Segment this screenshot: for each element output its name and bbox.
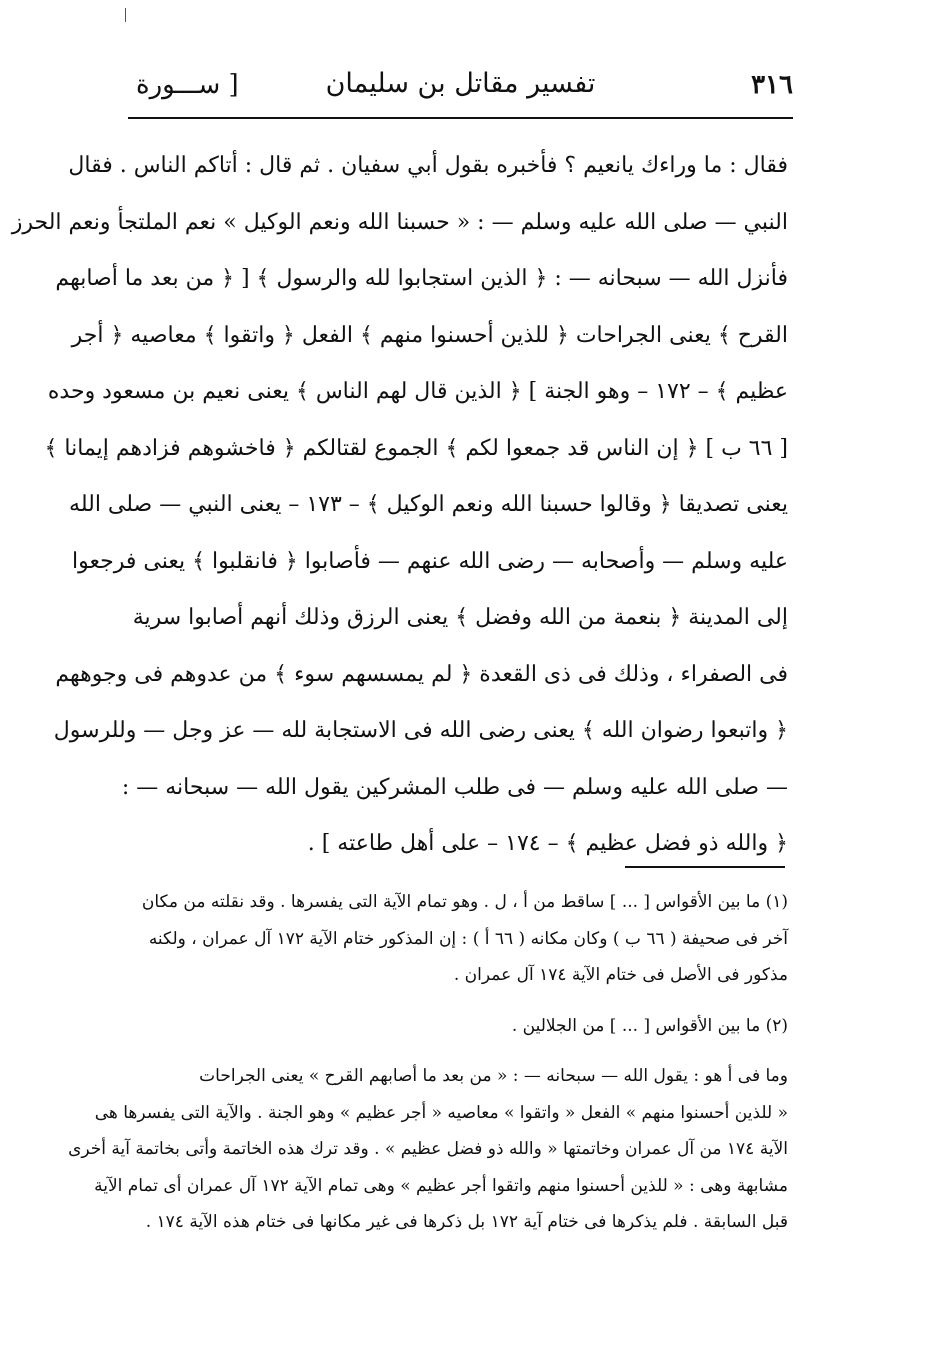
sura-label: [ ســـورة <box>136 70 239 100</box>
footnote-line: وما فى أ هو : يقول الله — سبحانه — : « من بعد ما أصابهم القرح » يعنى الجراحات <box>199 1066 788 1086</box>
main-text <box>11 138 788 873</box>
text-line: إلى المدينة ﴿ بنعمة من الله وفضل ﴾ يعنى الرزق وذلك أنهم أصابوا سرية <box>132 605 788 630</box>
footnote-line: آخر فى صحيفة ( ٦٦ ب ) وكان مكانه ( ٦٦ أ ) : إن المذكور ختام الآية ١٧٢ آل عمران ، ولكنه <box>148 928 788 949</box>
text-line: فأنزل الله — سبحانه — : ﴿ الذين استجابوا لله والرسول ﴾ [ ﴿ من بعد ما أصابهم <box>55 266 788 291</box>
running-title: تفسير مقاتل بن سليمان <box>325 68 596 99</box>
footnotes <box>68 884 788 1241</box>
text-line: يعنى تصديقا ﴿ وقالوا حسبنا الله ونعم الوكيل ﴾ – ١٧٣ – يعنى النبي — صلى الله <box>69 492 788 517</box>
page-header <box>128 62 793 114</box>
header-rule <box>128 117 793 119</box>
text-line: النبي — صلى الله عليه وسلم — : « حسبنا الله ونعم الوكيل » نعم الملتجأ ونعم الحرز <box>11 209 788 235</box>
text-line: ﴿ والله ذو فضل عظيم ﴾ – ١٧٤ – على أهل طاعته ] . <box>307 831 788 856</box>
footnote-line: قبل السابقة . فلم يذكرها فى ختام آية ١٧٢ بل ذكرها فى غير مكانها فى ختام هذه الآية ١٧٤ . <box>145 1212 788 1232</box>
text-line: فقال : ما وراءك يانعيم ؟ فأخبره بقول أبي سفيان . ثم قال : أتاكم الناس . فقال <box>68 153 788 178</box>
footnote-spacer <box>128 994 788 1008</box>
footnote-line: (٢) ما بين الأقواس [ ... ] من الجلالين . <box>511 1015 788 1036</box>
margin-mark <box>125 8 126 22</box>
footnote-line: (١) ما بين الأقواس [ ... ] ساقط من أ ، ل . وهو تمام الآية التى يفسرها . وقد نقلته من مكان <box>141 892 788 912</box>
footnote-spacer <box>128 1044 788 1058</box>
footnote-line: مشابهة وهى : « للذين أحسنوا منهم واتقوا أجر عظيم » وهى تمام الآية ١٧٢ آل عمران أى تمام الآية <box>94 1175 788 1196</box>
page-number: ٣١٦ <box>751 70 793 100</box>
text-line: فى الصفراء ، وذلك فى ذى القعدة ﴿ لم يمسسهم سوء ﴾ من عدوهم فى وجوههم <box>55 661 788 687</box>
footnote-rule <box>625 866 785 868</box>
footnote-line: « للذين أحسنوا منهم » الفعل « واتقوا » معاصيه « أجر عظيم » وهو الجنة . والآية التى يفسرها هى <box>94 1102 788 1123</box>
footnote-line: الآية ١٧٤ من آل عمران وخاتمتها « والله ذو فضل عظيم » . وقد ترك هذه الخاتمة وأتى بخاتمة آية أخرى <box>68 1139 788 1159</box>
text-line: عظيم ﴾ – ١٧٢ – وهو الجنة ] ﴿ الذين قال لهم الناس ﴾ يعنى نعيم بن مسعود وحده <box>47 379 788 404</box>
text-line: ﴿ واتبعوا رضوان الله ﴾ يعنى رضى الله فى الاستجابة لله — عز وجل — وللرسول <box>53 718 788 743</box>
text-line: القرح ﴾ يعنى الجراحات ﴿ للذين أحسنوا منهم ﴾ الفعل ﴿ واتقوا ﴾ معاصيه ﴿ أجر <box>71 322 788 348</box>
footnote-line: مذكور فى الأصل فى ختام الآية ١٧٤ آل عمران . <box>453 965 788 985</box>
text-line: — صلى الله عليه وسلم — فى طلب المشركين يقول الله — سبحانه — : <box>121 774 788 800</box>
text-line: عليه وسلم — وأصحابه — رضى الله عنهم — فأصابوا ﴿ فانقلبوا ﴾ يعنى فرجعوا <box>72 548 788 574</box>
text-line: [ ٦٦ ب ] ﴿ إن الناس قد جمعوا لكم ﴾ الجموع لقتالكم ﴿ فاخشوهم فزادهم إيمانا ﴾ <box>44 435 788 461</box>
